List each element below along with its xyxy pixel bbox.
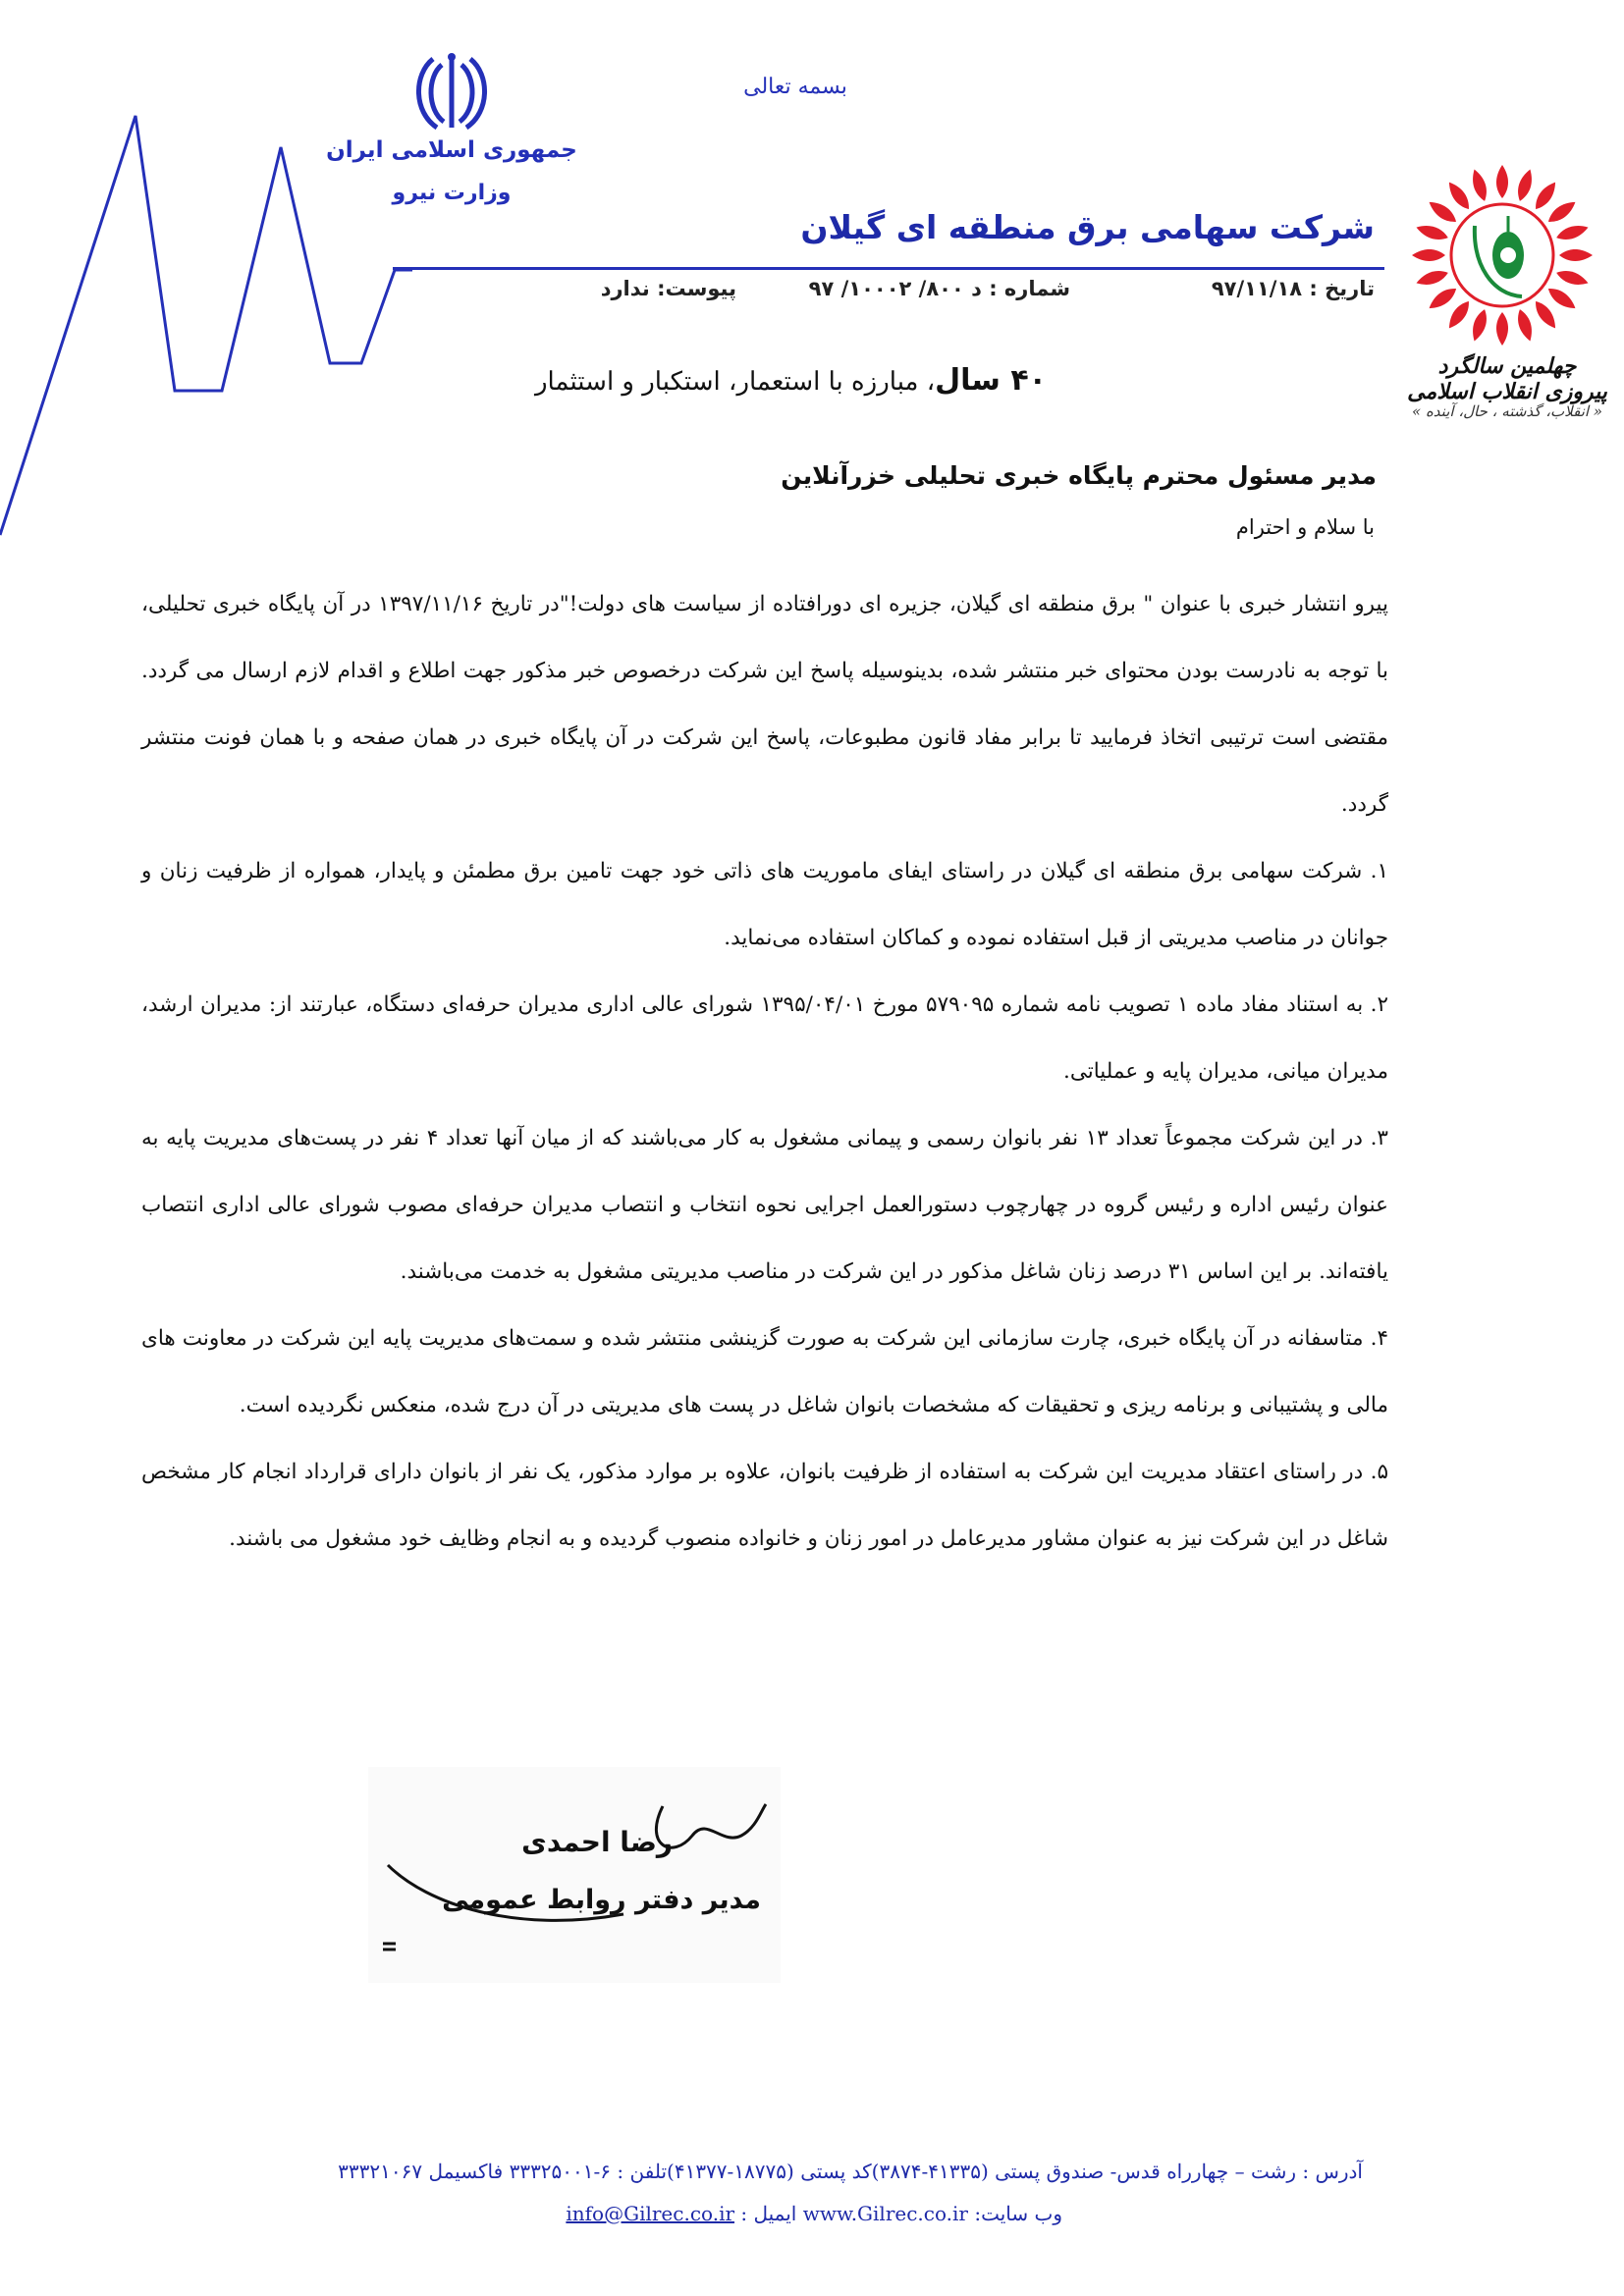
letter-item-1: ۱. شرکت سهامی برق منطقه ای گیلان در راستای ایفای ماموریت های ذاتی خود جهت تامین برق مطمئن و پایدار، همواره از ظرفیت زنان و جوانان در مناصب مدیریتی از قبل استفاده نموده و کماکان استفاده می‌نماید. [141,859,1388,950]
letter-recipient: مدیر مسئول محترم پایگاه خبری تحلیلی خزرآنلاین [781,461,1377,490]
revolution-logo-subtitle: « انقلاب، گذشته ، حال، آینده » [1412,402,1602,420]
tulip-petal-icon [1496,312,1508,346]
date-label: تاریخ : [1309,277,1375,300]
tulip-petal-icon [1554,222,1590,243]
signer-name: رضا احمدی [521,1826,673,1858]
website-label: وب سایت: [974,2202,1062,2225]
letter-number [809,277,1070,300]
email-link[interactable]: info@Gilrec.co.ir [566,2202,735,2225]
tulip-petal-icon [1544,284,1579,313]
tulip-petal-icon [1514,168,1536,203]
letter-intro-paragraph: پیرو انتشار خبری با عنوان " برق منطقه ای گیلان، جزیره ای دورافتاده از سیاست های دولت!"در تاریخ ۱۳۹۷/۱۱/۱۶ در آن پایگاه خبری تحلیلی، با توجه به نادرست بودن محتوای خبر منتشر شده، بدینوسیله پاسخ این شرکت درخصوص خبر مذکور جهت اطلاع و اقدام لازم ارسال می گردد. مقتضی است ترتیبی اتخاذ فرمایید تا برابر مفاد قانون مطبوعات، پاسخ این شرکت در آن پایگاه خبری در همان صفحه و با همان فونت منتشر گردد. [141,592,1389,817]
website-link[interactable]: www.Gilrec.co.ir [802,2202,968,2225]
revolution-logo-text: چهلمین سالگرد پیروزی انقلاب اسلامی [1407,353,1607,404]
email-label: ایمیل : [740,2202,797,2225]
company-name: شرکت سهامی برق منطقه ای گیلان [800,208,1375,246]
tulip-petal-icon [1415,267,1450,289]
signer-title: مدیر دفتر روابط عمومی [442,1885,761,1915]
tulip-petal-icon [1412,249,1445,261]
footer-address: آدرس : رشت – چهارراه قدس- صندوق پستی (۴۱۳۳۵-۳۸۷۴)کد پستی (۱۸۷۷۵-۴۱۳۷۷)تلفن : ۶-۳۳۳۲۵۰۰۱ فاکسیمل ۳۳۳۲۱۰۶۷ [338,2160,1363,2183]
letter-greeting: با سلام و احترام [1235,515,1375,539]
ministry-name: وزارت نیرو [392,181,512,205]
letter-meta-row [422,277,1375,310]
tulip-petal-icon [1531,297,1560,332]
date-value: ۹۷/۱۱/۱۸ [1211,277,1303,300]
signature-block [368,1767,781,1983]
basmala: بسمه تعالی [743,75,847,99]
letter-item-3: ۳. در این شرکت مجموعاً تعداد ۱۳ نفر بانوان رسمی و پیمانی مشغول به کار می‌باشند که از میان آنها تعداد ۴ نفر در پست‌های مدیریت پایه به عنوان رئیس اداره و رئیس گروه در چهارچوب دستورالعمل اجرایی نحوه انتخاب و انتصاب مدیران حرفه‌ای مصوب شورای عالی اداری انتصاب یافته‌اند. بر این اساس ۳۱ درصد زنان شاغل مذکور در این شرکت در مناصب مدیریتی مشغول به خدمت می‌باشند. [141,1126,1388,1284]
slogan-rest: ، مبارزه با استعمار، استکبار و استثمار [534,367,936,397]
slogan-bold: ۴۰ سال [935,363,1047,398]
attachment-value: ندارد [600,277,650,300]
attachment-label: پیوست: [657,277,736,300]
tulip-petal-icon [1444,179,1474,213]
letter-body [141,571,1388,1573]
tulip-petal-icon [1469,307,1490,343]
letter-item-5: ۵. در راستای اعتقاد مدیریت این شرکت به استفاده از ظرفیت بانوان، علاوه بر موارد مذکور، یک نفر از بانوان دارای قرارداد انجام کار مشخص شاغل در این شرکت نیز به عنوان مشاور مدیرعامل در امور زنان و خانواده منصوب گردیده و به انجام وظایف خود مشغول می باشند. [141,1460,1388,1551]
number-value: د ۸۰۰/ ۱۰۰۰۲/ ۹۷ [808,277,982,300]
tulip-petal-icon [1426,284,1460,313]
tulip-petal-icon [1444,297,1474,332]
tulip-petal-icon [1415,222,1450,243]
tulip-petal-icon [1426,197,1460,227]
country-name: جمهوری اسلامی ایران [326,137,577,163]
footer-contact [566,2202,1062,2225]
letter-item-2: ۲. به استناد مفاد ماده ۱ تصویب نامه شماره ۵۷۹۰۹۵ مورخ ۱۳۹۵/۰۴/۰۱ شورای عالی اداری مدیران حرفه‌ای دستگاه، عبارتند از: مدیران ارشد، مدیران میانی، مدیران پایه و عملیاتی. [141,992,1389,1084]
iran-emblem-icon [411,51,492,132]
tulip-petal-icon [1531,179,1560,213]
tulip-petal-icon [1559,249,1593,261]
number-label: شماره : [989,277,1070,300]
anniversary-slogan [535,363,1047,398]
tulip-petal-icon [1554,267,1590,289]
tulip-petal-icon [1544,197,1579,227]
letter-item-4: ۴. متاسفانه در آن پایگاه خبری، چارت سازمانی این شرکت به صورت گزینشی منتشر شده و سمت‌های مدیریت پایه این شرکت در معاونت های مالی و پشتیبانی و برنامه ریزی و تحقیقات که مشخصات بانوان شاغل در پست های مدیریتی در آن درج شده، منعکس نگردیده است. [141,1326,1388,1417]
revolution-anniversary-logo-icon [1404,157,1600,353]
government-emblem-block [304,51,599,205]
letter-date [1212,277,1375,300]
letter-attachment [601,277,736,300]
tulip-petal-icon [1514,307,1536,343]
tulip-petal-icon [1496,165,1508,198]
handwritten-signature-icon [368,1767,781,1983]
header-rule [393,267,1384,270]
tulip-petal-icon [1469,168,1490,203]
